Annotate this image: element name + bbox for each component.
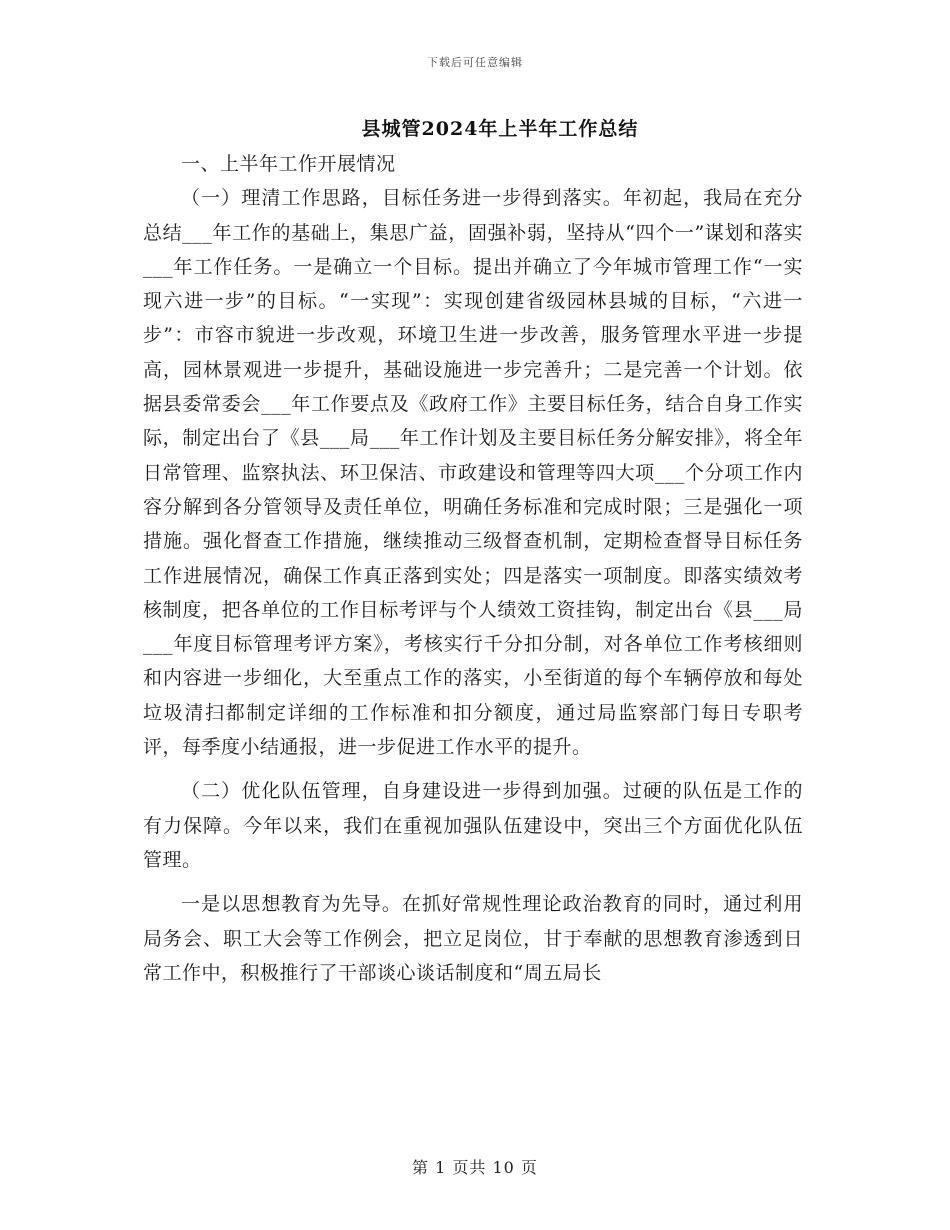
- document-body: [143, 147, 803, 990]
- section-heading: 一、上半年工作开展情况: [181, 153, 396, 175]
- page-header-note: 下载后可任意编辑: [427, 56, 523, 69]
- paragraph-2: （二）优化队伍管理，自身建设进一步得到加强。过硬的队伍是工作的有力保障。今年以来，我们在重视加强队伍建设中，突出三个方面优化队伍管理。: [143, 780, 803, 871]
- document-title: 县城管2024年上半年工作总结: [361, 118, 639, 140]
- page-number: 第 1 页共 10 页: [412, 1158, 538, 1177]
- paragraph-3: 一是以思想教育为先导。在抓好常规性理论政治教育的同时，通过利用局务会、职工大会等工作例会，把立足岗位，甘于奉献的思想教育渗透到日常工作中，积极推行了干部谈心谈话制度和“周五局长: [143, 893, 803, 984]
- paragraph-1: （一）理清工作思路，目标任务进一步得到落实。年初起，我局在充分总结___年工作的基础上，集思广益，固强补弱，坚持从“四个一”谋划和落实___年工作任务。一是确立一个目标。提出并确立了今年城市管理工作“一实现六进一步”的目标。“一实现”：实现创建省级园林县城的目标，“六进一步”：市容市貌进一步改观，环境卫生进一步改善，服务管理水平进一步提高，园林景观进一步提升，基础设施进一步完善升；二是完善一个计划。依据县委常委会___年工作要点及《政府工作》主要目标任务，结合自身工作实际，制定出台了《县___局___年工作计划及主要目标任务分解安排》，将全年日常管理、监察执法、环卫保洁、市政建设和管理等四大项___个分项工作内容分解到各分管领导及责任单位，明确任务标准和完成时限；三是强化一项措施。强化督查工作措施，继续推动三级督查机制，定期检查督导目标任务工作进展情况，确保工作真正落到实处；四是落实一项制度。即落实绩效考核制度，把各单位的工作目标考评与个人绩效工资挂钩，制定出台《县___局___年度目标管理考评方案》，考核实行千分扣分制，对各单位工作考核细则和内容进一步细化，大至重点工作的落实，小至街道的每个车辆停放和每处垃圾清扫都制定详细的工作标准和扣分额度，通过局监察部门每日专职考评，每季度小结通报，进一步促进工作水平的提升。: [143, 187, 803, 759]
